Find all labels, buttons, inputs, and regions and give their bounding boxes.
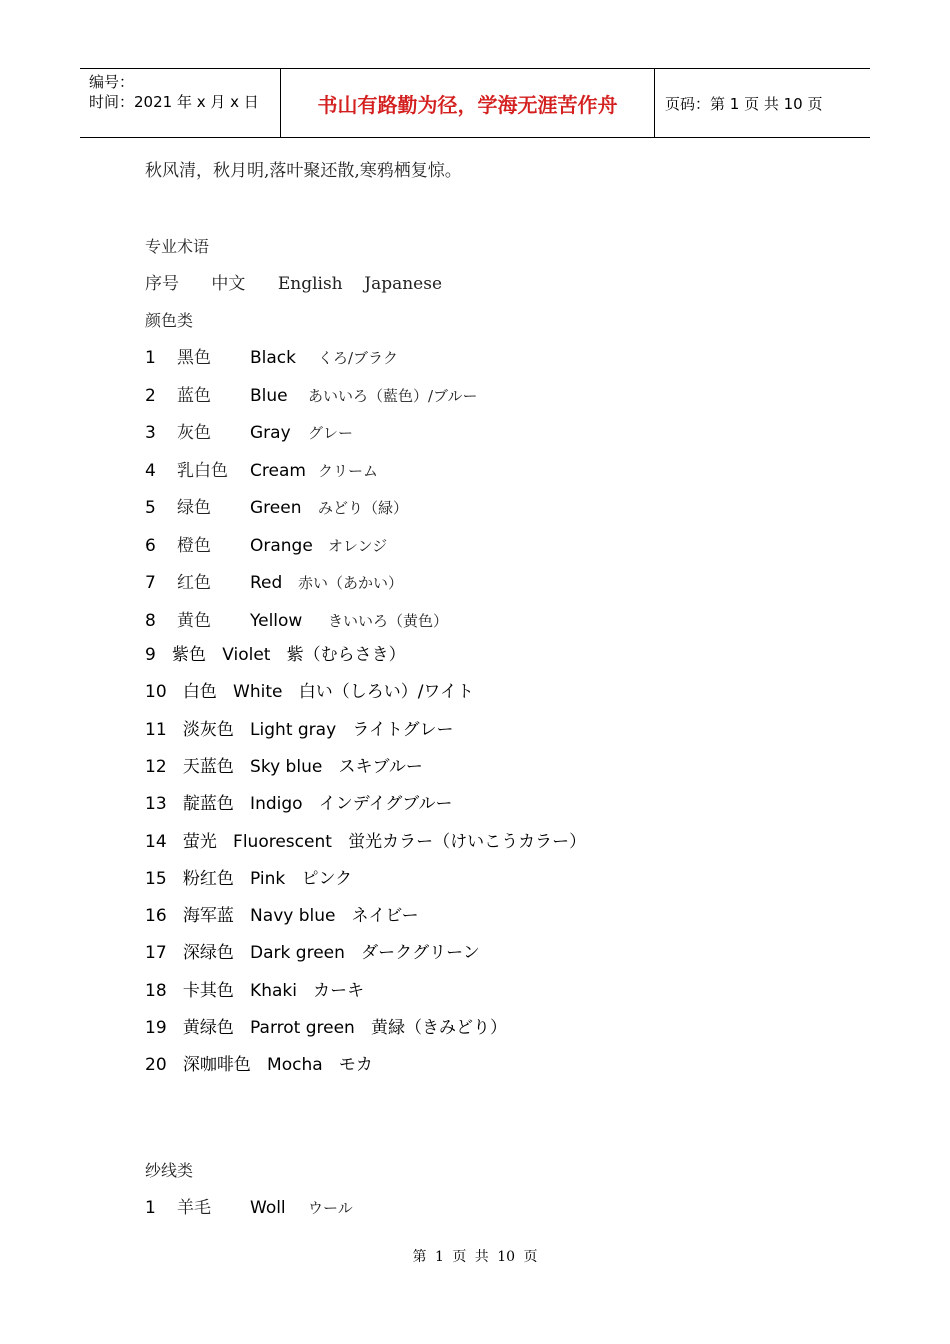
row-zh: 羊毛 <box>177 1198 211 1218</box>
category-yarn: 纱线类 <box>145 1161 194 1180</box>
row-zh: 绿色 <box>177 498 211 518</box>
row-en: Black <box>250 348 296 368</box>
row-zh: 橙色 <box>177 535 211 556</box>
row-num: 7 <box>145 573 156 593</box>
column-headers <box>145 273 442 295</box>
list-item: 11 淡灰色 Light gray ライトグレー <box>145 719 454 740</box>
row-en: Woll <box>250 1198 286 1218</box>
row-ja: くろ/ブラク <box>318 349 399 367</box>
footer-ye2: 页 <box>523 1249 538 1265</box>
code-label: 编号： <box>89 73 135 91</box>
row-num: 1 <box>145 1198 156 1218</box>
row-en: Orange <box>250 535 313 556</box>
row-num: 1 <box>145 348 156 368</box>
row-num: 5 <box>145 498 156 518</box>
page-footer <box>0 1246 950 1266</box>
row-num: 6 <box>145 535 156 556</box>
poem-line: 秋风清，秋月明,落叶聚还散,寒鸦栖复惊。 <box>145 161 462 181</box>
list-item: 17 深绿色 Dark green ダークグリーン <box>145 943 480 964</box>
list-item: 13 靛蓝色 Indigo インデイグブルー <box>145 794 453 815</box>
row-zh: 灰色 <box>177 423 211 443</box>
header-page-info: 页码：第 1 页 共 10 页 <box>665 94 823 113</box>
row-en: Green <box>250 498 302 518</box>
row-zh: 乳白色 <box>177 460 228 481</box>
row-ja: ウール <box>308 1199 353 1217</box>
row-en: Gray <box>250 423 291 443</box>
row-ja: オレンジ <box>328 536 388 555</box>
row-en: Red <box>250 573 283 593</box>
row-en: Blue <box>250 385 288 406</box>
row-ja: きいいろ（黄色） <box>328 611 449 630</box>
row-num: 8 <box>145 610 156 631</box>
list-item: 18 卡其色 Khaki カーキ <box>145 980 365 1001</box>
footer-ye: 页 <box>452 1249 467 1265</box>
footer-page: 1 <box>434 1249 444 1265</box>
row-num: 3 <box>145 423 156 443</box>
row-zh: 蓝色 <box>177 385 211 406</box>
row-num: 2 <box>145 385 156 406</box>
category-color: 颜色类 <box>145 311 194 330</box>
page-header <box>80 68 870 138</box>
row-en: Yellow <box>250 610 303 631</box>
row-zh: 黑色 <box>177 348 211 368</box>
date-label: 时间：2021 年 x 月 x 日 <box>89 93 259 111</box>
row-zh: 黄色 <box>177 610 211 631</box>
header-meta <box>80 69 281 137</box>
list-item: 12 天蓝色 Sky blue スキブルー <box>145 756 423 777</box>
list-item: 19 黄绿色 Parrot green 黄緑（きみどり） <box>145 1018 508 1038</box>
list-item: 16 海军蓝 Navy blue ネイビー <box>145 906 419 927</box>
list-item: 20 深咖啡色 Mocha モカ <box>145 1055 373 1076</box>
column-headers-text: 序号 中文 English Japanese <box>145 274 443 294</box>
row-ja: グレー <box>308 424 354 442</box>
row-zh: 红色 <box>177 573 211 593</box>
header-motto: 书山有路勤为径，学海无涯苦作舟 <box>281 69 655 137</box>
row-en: Cream <box>250 460 306 481</box>
footer-total: 10 <box>497 1249 516 1265</box>
list-item: 10 白色 White 白い（しろい）/ワイト <box>145 682 474 703</box>
row-num: 4 <box>145 460 156 481</box>
row-ja: あいいろ（藍色）/ブルー <box>308 386 478 405</box>
section-title: 专业术语 <box>145 237 210 256</box>
footer-di: 第 <box>412 1249 427 1265</box>
row-ja: 赤い（あかい） <box>298 574 404 592</box>
list-item: 14 萤光 Fluorescent 蛍光カラー（けいこうカラー） <box>145 831 587 852</box>
row-ja: クリーム <box>318 461 379 480</box>
list-item: 15 粉红色 Pink ピンク <box>145 868 353 889</box>
footer-gong: 共 <box>474 1249 489 1265</box>
list-item: 9 紫色 Violet 紫（むらさき） <box>145 645 406 665</box>
row-ja: みどり（緑） <box>318 499 409 517</box>
